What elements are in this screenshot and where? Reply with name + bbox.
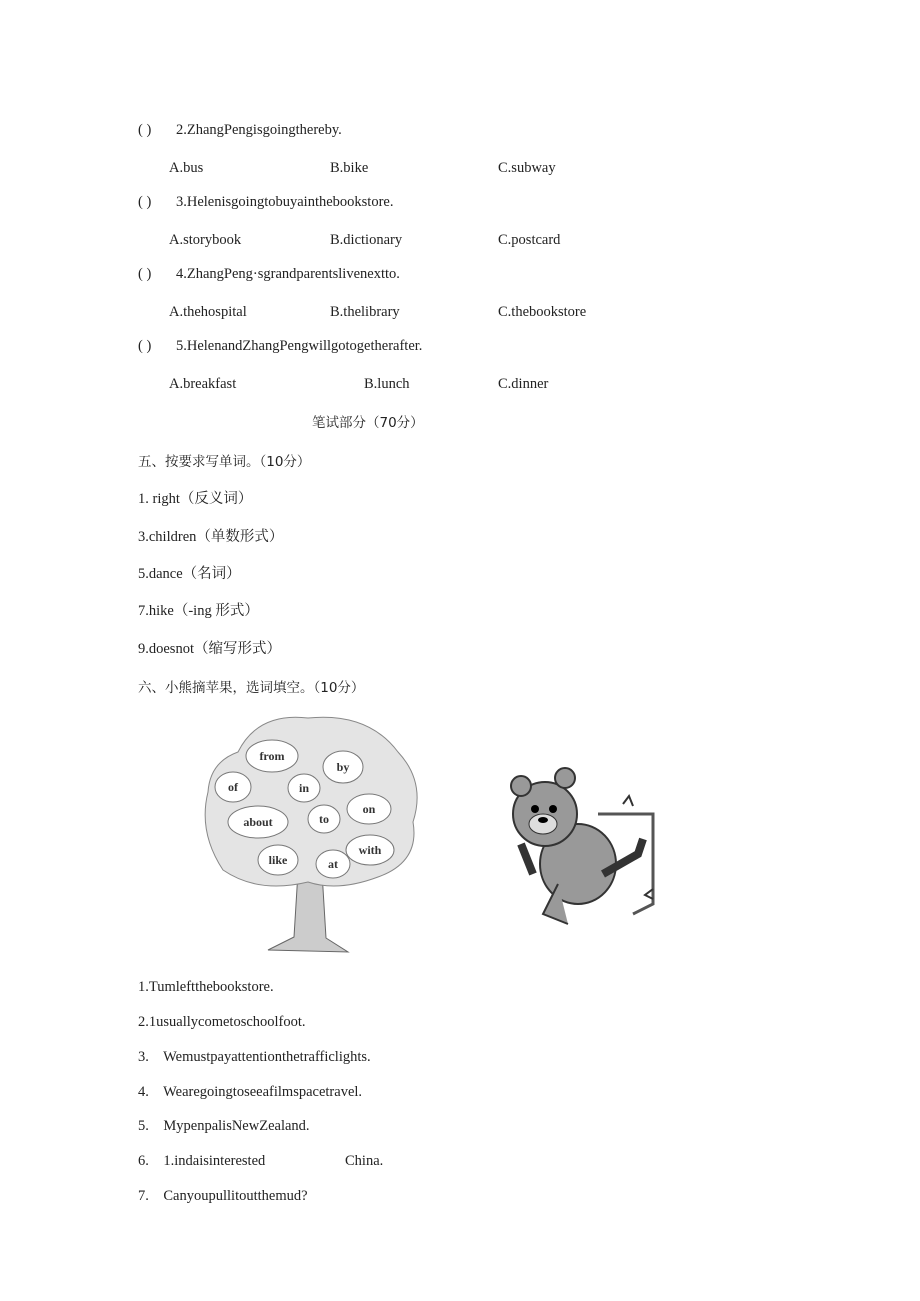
apple	[323, 751, 363, 783]
option-a: A.storybook	[169, 232, 242, 248]
svg-text:of: of	[228, 780, 238, 794]
question-4: ( ) 4.ZhangPeng·sgrandparentslivenextto.	[138, 266, 400, 282]
question-5: ( ) 5.HelenandZhangPengwillgotogetherafter.	[138, 338, 423, 354]
word-item: 3.children（单数形式）	[138, 529, 284, 545]
fill-item: 4. Wearegoingtoseeafilmspacetravel.	[138, 1084, 363, 1100]
question-3: ( ) 3.Helenisgoingtobuyainthebookstore.	[138, 194, 394, 210]
apple	[308, 805, 340, 833]
apple	[228, 806, 288, 838]
option-a: A.breakfast	[169, 376, 237, 392]
option-b: B.bike	[330, 160, 369, 176]
word-item: 1. right（反义词）	[138, 491, 253, 507]
word-item: 7.hike（-ing 形式）	[138, 603, 259, 619]
svg-text:by: by	[336, 760, 350, 774]
apple	[215, 772, 251, 802]
option-a: A.thehospital	[169, 304, 247, 320]
svg-text:like: like	[268, 853, 288, 867]
word-item: 5.dance（名词）	[138, 566, 241, 582]
fill-item: 5. MypenpalisNewZealand.	[138, 1118, 310, 1134]
section-5-title: 五、按要求写单词。（10分）	[138, 454, 311, 470]
svg-text:at: at	[328, 857, 338, 871]
option-b: B.dictionary	[330, 232, 403, 248]
svg-text:with: with	[358, 843, 382, 857]
section-6-title: 六、小熊摘苹果，选词填空。（10分）	[138, 680, 365, 696]
written-part-title: 笔试部分（70分）	[312, 415, 424, 431]
fill-item-tail: China.	[345, 1153, 384, 1169]
fill-item: 6. 1.indaisinterested	[138, 1153, 266, 1169]
svg-text:to: to	[319, 812, 329, 826]
fill-item: 1.Tumleftthebookstore.	[138, 979, 274, 995]
svg-text:from: from	[259, 749, 285, 763]
word-item: 9.doesnot（缩写形式）	[138, 641, 281, 657]
svg-text:in: in	[298, 781, 310, 795]
option-a: A.bus	[169, 160, 204, 176]
apple	[316, 850, 350, 878]
option-b: B.lunch	[364, 376, 410, 392]
svg-text:on: on	[362, 802, 376, 816]
option-c: C.dinner	[498, 376, 549, 392]
question-2: ( ) 2.ZhangPengisgoingthereby.	[138, 122, 342, 138]
svg-text:about: about	[243, 815, 273, 829]
apple	[258, 845, 298, 875]
option-c: C.thebookstore	[498, 304, 587, 320]
apple	[246, 740, 298, 772]
apple-tree-illustration	[198, 712, 424, 958]
fill-item: 3. Wemustpayattentionthetrafficlights.	[138, 1049, 371, 1065]
apple	[288, 774, 320, 802]
option-b: B.thelibrary	[330, 304, 400, 320]
fill-item: 2.1usuallycometoschoolfoot.	[138, 1014, 306, 1030]
option-c: C.subway	[498, 160, 556, 176]
apple	[347, 794, 391, 824]
fill-item: 7. Canyoupullitoutthemud?	[138, 1188, 308, 1204]
apple	[346, 835, 394, 865]
option-c: C.postcard	[498, 232, 561, 248]
bear-illustration	[503, 764, 665, 934]
